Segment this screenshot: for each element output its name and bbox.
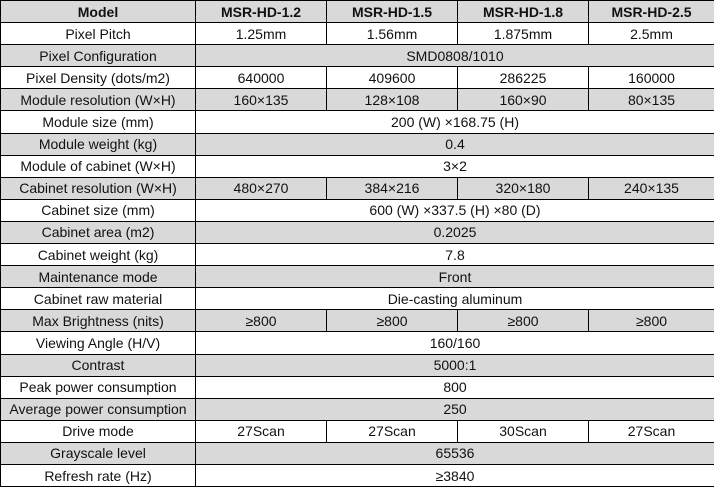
row-label: Maintenance mode xyxy=(1,266,196,288)
row-label: Module weight (kg) xyxy=(1,133,196,155)
row-cabinet-size xyxy=(1,199,714,221)
cell-value: 640000 xyxy=(196,67,327,89)
cell-value: SMD0808/1010 xyxy=(196,45,714,67)
row-label: Pixel Density (dots/m2) xyxy=(1,67,196,89)
cell-value: ≥800 xyxy=(327,310,458,332)
row-pixel-configuration xyxy=(1,45,714,67)
cell-value: 384×216 xyxy=(327,177,458,199)
row-module-resolution xyxy=(1,89,714,111)
row-label: Cabinet area (m2) xyxy=(1,221,196,243)
cell-value: Die-casting aluminum xyxy=(196,288,714,310)
row-max-brightness xyxy=(1,310,714,332)
header-msr-hd-1-2: MSR-HD-1.2 xyxy=(196,1,327,23)
cell-value: 2.5mm xyxy=(589,23,714,45)
cell-value: 3×2 xyxy=(196,155,714,177)
row-label: Cabinet raw material xyxy=(1,288,196,310)
cell-value: 160/160 xyxy=(196,332,714,354)
cell-value: 480×270 xyxy=(196,177,327,199)
row-label: Viewing Angle (H/V) xyxy=(1,332,196,354)
cell-value: 1.25mm xyxy=(196,23,327,45)
row-label: Refresh rate (Hz) xyxy=(1,464,196,486)
cell-value: 0.2025 xyxy=(196,221,714,243)
cell-value: 600 (W) ×337.5 (H) ×80 (D) xyxy=(196,199,714,221)
cell-value: 27Scan xyxy=(589,420,714,442)
cell-value: 65536 xyxy=(196,442,714,464)
row-label: Module of cabinet (W×H) xyxy=(1,155,196,177)
row-label: Module size (mm) xyxy=(1,111,196,133)
cell-value: 800 xyxy=(196,376,714,398)
cell-value: 200 (W) ×168.75 (H) xyxy=(196,111,714,133)
row-label: Cabinet size (mm) xyxy=(1,199,196,221)
row-drive-mode xyxy=(1,420,714,442)
header-row xyxy=(1,1,714,23)
row-label: Cabinet resolution (W×H) xyxy=(1,177,196,199)
row-average-power xyxy=(1,398,714,420)
cell-value: 160×90 xyxy=(458,89,589,111)
row-label: Max Brightness (nits) xyxy=(1,310,196,332)
header-msr-hd-1-8: MSR-HD-1.8 xyxy=(458,1,589,23)
cell-value: 409600 xyxy=(327,67,458,89)
row-label: Pixel Pitch xyxy=(1,23,196,45)
cell-value: 286225 xyxy=(458,67,589,89)
row-module-of-cabinet xyxy=(1,155,714,177)
row-grayscale-level xyxy=(1,442,714,464)
cell-value: 128×108 xyxy=(327,89,458,111)
header-msr-hd-1-5: MSR-HD-1.5 xyxy=(327,1,458,23)
cell-value: 1.875mm xyxy=(458,23,589,45)
row-cabinet-area xyxy=(1,221,714,243)
row-label: Module resolution (W×H) xyxy=(1,89,196,111)
cell-value: 30Scan xyxy=(458,420,589,442)
row-viewing-angle xyxy=(1,332,714,354)
row-label: Pixel Configuration xyxy=(1,45,196,67)
row-label: Grayscale level xyxy=(1,442,196,464)
row-pixel-pitch xyxy=(1,23,714,45)
cell-value: 27Scan xyxy=(327,420,458,442)
header-msr-hd-2-5: MSR-HD-2.5 xyxy=(589,1,714,23)
row-module-size xyxy=(1,111,714,133)
row-refresh-rate xyxy=(1,464,714,486)
header-model: Model xyxy=(1,1,196,23)
row-label: Average power consumption xyxy=(1,398,196,420)
cell-value: 160000 xyxy=(589,67,714,89)
cell-value: 320×180 xyxy=(458,177,589,199)
row-pixel-density xyxy=(1,67,714,89)
cell-value: 1.56mm xyxy=(327,23,458,45)
row-label: Cabinet weight (kg) xyxy=(1,244,196,266)
cell-value: 0.4 xyxy=(196,133,714,155)
cell-value: 7.8 xyxy=(196,244,714,266)
row-label: Drive mode xyxy=(1,420,196,442)
cell-value: Front xyxy=(196,266,714,288)
cell-value: 250 xyxy=(196,398,714,420)
cell-value: 80×135 xyxy=(589,89,714,111)
row-maintenance-mode xyxy=(1,266,714,288)
cell-value: ≥800 xyxy=(458,310,589,332)
row-cabinet-weight xyxy=(1,244,714,266)
row-cabinet-resolution xyxy=(1,177,714,199)
row-contrast xyxy=(1,354,714,376)
cell-value: ≥800 xyxy=(589,310,714,332)
row-cabinet-raw-material xyxy=(1,288,714,310)
cell-value: ≥800 xyxy=(196,310,327,332)
row-peak-power xyxy=(1,376,714,398)
cell-value: 240×135 xyxy=(589,177,714,199)
row-module-weight xyxy=(1,133,714,155)
row-label: Contrast xyxy=(1,354,196,376)
cell-value: 160×135 xyxy=(196,89,327,111)
row-label: Peak power consumption xyxy=(1,376,196,398)
cell-value: 27Scan xyxy=(196,420,327,442)
cell-value: ≥3840 xyxy=(196,464,714,486)
cell-value: 5000:1 xyxy=(196,354,714,376)
